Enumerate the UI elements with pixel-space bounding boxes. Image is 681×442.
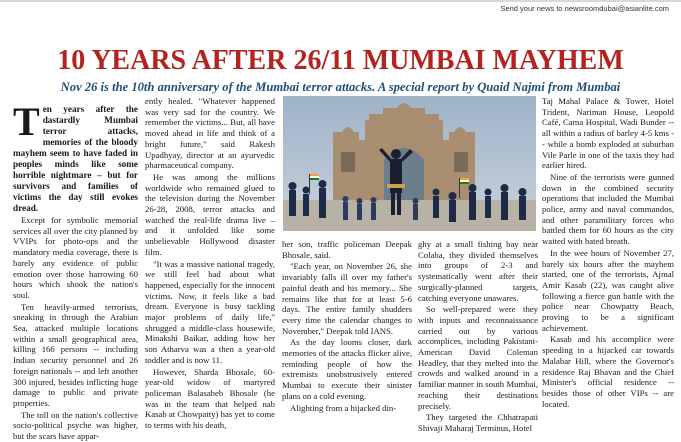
headline: 10 YEARS AFTER 26/11 MUMBAI MAYHEM	[57, 45, 624, 76]
paragraph: "It was a massive national tragedy, we still feel bad about what happened, especially for the innocent victims. Now, it feels like a bad dream. Everyone is busy tackling major problems of daily life," shrugged a middle-class housewife, Minakshi Baikar, adding how her son Atharva was a then a year-old toddler and is now 11.	[145, 258, 275, 365]
lead-paragraph	[13, 99, 138, 214]
paragraph: Alighting from a hijacked din-	[290, 402, 397, 413]
paragraph: However, Sharda Bhosale, 60-year-old widow of martyred policeman Balasaheb Bhosale (he was in the team that helped nab Kasab at Chowpatty) has yet to come to terms with his death,	[145, 366, 275, 431]
gateway-of-india-photo	[283, 96, 536, 231]
column-2	[145, 96, 275, 431]
column-5	[542, 96, 674, 409]
paragraph: Kasab and his accomplice were speeding in a hijacked car towards Malabar Hill, where the Governor's residence Raj Bhavan and the Chief Minister's official residence -- besides those of other VIPs -- are located.	[542, 334, 674, 409]
paragraph: "Each year, on November 26, she invariably falls ill over my father's painful death and his memory... She remains like that for at least 5-6 days. The entire family shudders every time the calendar changes to November," Deepak told IANS.	[282, 261, 412, 336]
paragraph: ently healed. "Whatever happened was very sad for the country. We remember the victims... But, all have moved ahead in life and think of a bright future," said Rakesh Upadhyay, director at an ayurvedic pharmaceutical company.	[145, 96, 275, 171]
subheadline: Nov 26 is the 10th anniversary of the Mumbai terror attacks. A special report by Quaid Najmi from Mumbai	[60, 80, 621, 94]
paragraph: Ten heavily-armed terrorists, sneaking in through the Arabian Sea, attacked multiple locations within a small geographical area, killing 166 persons -- including Indian security personnel and 26 foreign nationals -- and left another 300 injured, besides inflicting huge damage to public and private properties.	[13, 301, 138, 408]
column-1	[13, 99, 138, 442]
lead-text: en years after the dastardly Mumbai terror attacks, memories of the bloody mayhem seem to have faded in peoples minds like some horrible nightmare – but for survivors and families of victims the day still evokes dread.	[13, 104, 138, 213]
paragraph: The toll on the nation's collective socio-political psyche was higher, but the scars have appar-	[13, 409, 138, 442]
paragraph: Nine of the terrorists were gunned down in the combined security operations that included the Mumbai police, army and naval commandos, and other paramilitary forces who battled them for 60 hours as the city waited with bated breath.	[542, 171, 674, 247]
paragraph: They targeted the Chhatrapati Shivaji Maharaj Terminus, Hotel	[418, 412, 538, 433]
drop-cap: T	[13, 99, 40, 144]
paragraph: As the day looms closer, dark memories of the attacks flicker alive, reminding people of how the extremists unobstrusively entered Mumbai to execute their sinister plans on a cold evening.	[282, 337, 412, 401]
paragraph: Except for symbolic memorial services all over the city planned by VVIPs for photo-ops and the mandatory media coverage, there is barely any evidence of public emotion over those harrowing 60 hours which shook the nation's soul.	[13, 215, 138, 300]
paragraph: her son, traffic policeman Deepak Bhosale, said.	[282, 239, 412, 260]
paragraph: ghy at a small fishing bay near Colaba, they divided themselves into groups of 2-3 and systematically went after their surgically-planned targets, catching everyone unawares.	[418, 239, 538, 303]
column-3	[282, 239, 412, 413]
top-rule	[0, 0, 681, 2]
paragraph: Taj Mahal Palace & Tower, Hotel Trident, Nariman House, Leopold Café, Cama Hospital, Wadi Bunder -- all within a radius of barley 4-5 kms -- while a bomb exploded at suburban Vile Parle in one of the taxis they had earlier hired.	[542, 96, 674, 171]
paragraph: In the wee hours of November 27, barely six hours after the mayhem started, one of the terrorists, Ajmal Amir Kasab (22), was caught alive following a fierce gun battle with the police near Chowpatty Beach, proving to be a significant achievement.	[542, 247, 674, 333]
news-submission-line: Send your news to newsroomdubai@asianlite.com	[500, 4, 669, 13]
paragraph: So well-prepared were they with inputs and reconnaissance carried out by various accomplices, including Pakistani-American David Coleman Headley, that they melted into the crowds and walked around in a familiar manner in south Mumbai, reaching their destinations precisely.	[418, 304, 538, 411]
paragraph: He was among the millions worldwide who remained glued to the television during the November 26-28, 2008, terror attacks and watched the real-life drama live – and it unfolded like some unbelievable Hollywood disaster film.	[145, 171, 275, 257]
column-4	[418, 239, 538, 433]
photo-illustration	[283, 96, 536, 231]
